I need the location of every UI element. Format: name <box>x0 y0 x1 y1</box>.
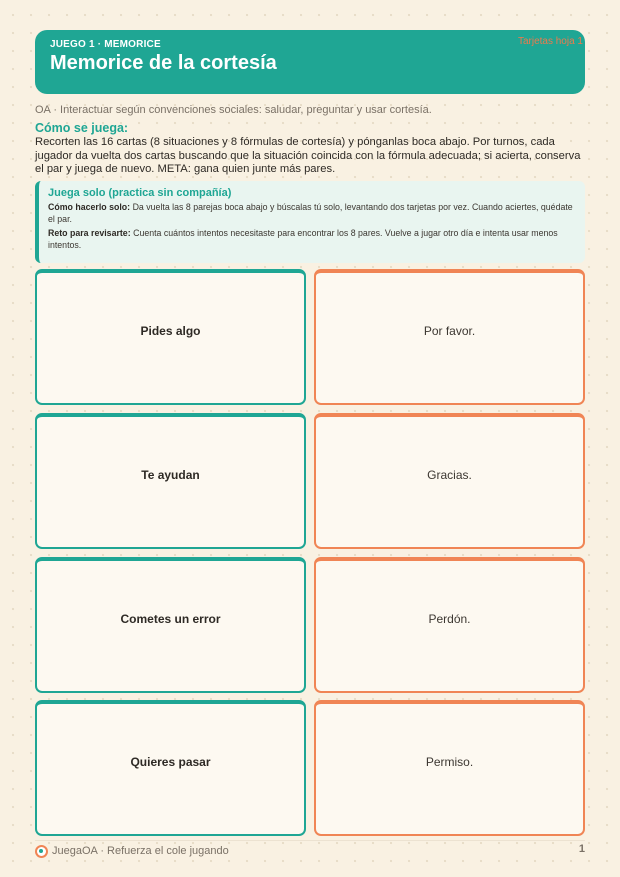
solo-check-label: Reto para revisarte: <box>48 228 131 238</box>
phrase-card[interactable]: Permiso. <box>314 700 585 836</box>
howto-text: Recorten las 16 cartas (8 situaciones y 8 fórmulas de cortesía) y pónganlas boca abajo. Por turnos, cada jugador da vuelta dos cartas buscando que la situación coincida con la fórmula adecuada; si acierta, conserva el par y juega de nuevo. META: gana quien junte más pares. <box>35 136 581 176</box>
solo-how-text: Da vuelta las 8 parejas boca abajo y búscalas tú solo, levantando dos tarjetas por vez. Cuando aciertes, quédate el par. <box>48 202 573 224</box>
solo-title: Juega solo (practica sin compañía) <box>48 187 232 199</box>
situation-card[interactable]: Cometes un error <box>35 557 306 693</box>
solo-how-label: Cómo hacerlo solo: <box>48 202 131 212</box>
situation-card[interactable]: Quieres pasar <box>35 700 306 836</box>
learning-objective: OA · Interactuar según convenciones sociales: saludar, preguntar y usar cortesía. <box>35 104 432 116</box>
phrase-card[interactable]: Gracias. <box>314 413 585 549</box>
game-kicker: JUEGO 1 · MEMORICE <box>50 39 161 50</box>
footer-divider <box>35 840 585 841</box>
logo-ring-icon <box>35 845 48 858</box>
situation-card[interactable]: Te ayudan <box>35 413 306 549</box>
phrase-card[interactable]: Perdón. <box>314 557 585 693</box>
page-title: Memorice de la cortesía <box>50 52 277 74</box>
phrase-card[interactable]: Por favor. <box>314 269 585 405</box>
solo-check-paragraph <box>48 228 575 251</box>
solo-how-paragraph <box>48 202 575 225</box>
solo-check-text: Cuenta cuántos intentos necesitaste para encontrar los 8 pares. Vuelve a jugar otro día e intenta usar menos intentos. <box>48 228 558 250</box>
solo-play-box <box>35 181 585 263</box>
howto-title: Cómo se juega: <box>35 121 129 135</box>
situation-card[interactable]: Pides algo <box>35 269 306 405</box>
page-number: 1 <box>578 843 585 855</box>
game-header <box>35 30 585 94</box>
sheet-label: Tarjetas hoja 1 <box>517 36 583 47</box>
footer-brand: JuegaOA · Refuerza el cole jugando <box>52 845 229 857</box>
footer <box>35 842 585 860</box>
